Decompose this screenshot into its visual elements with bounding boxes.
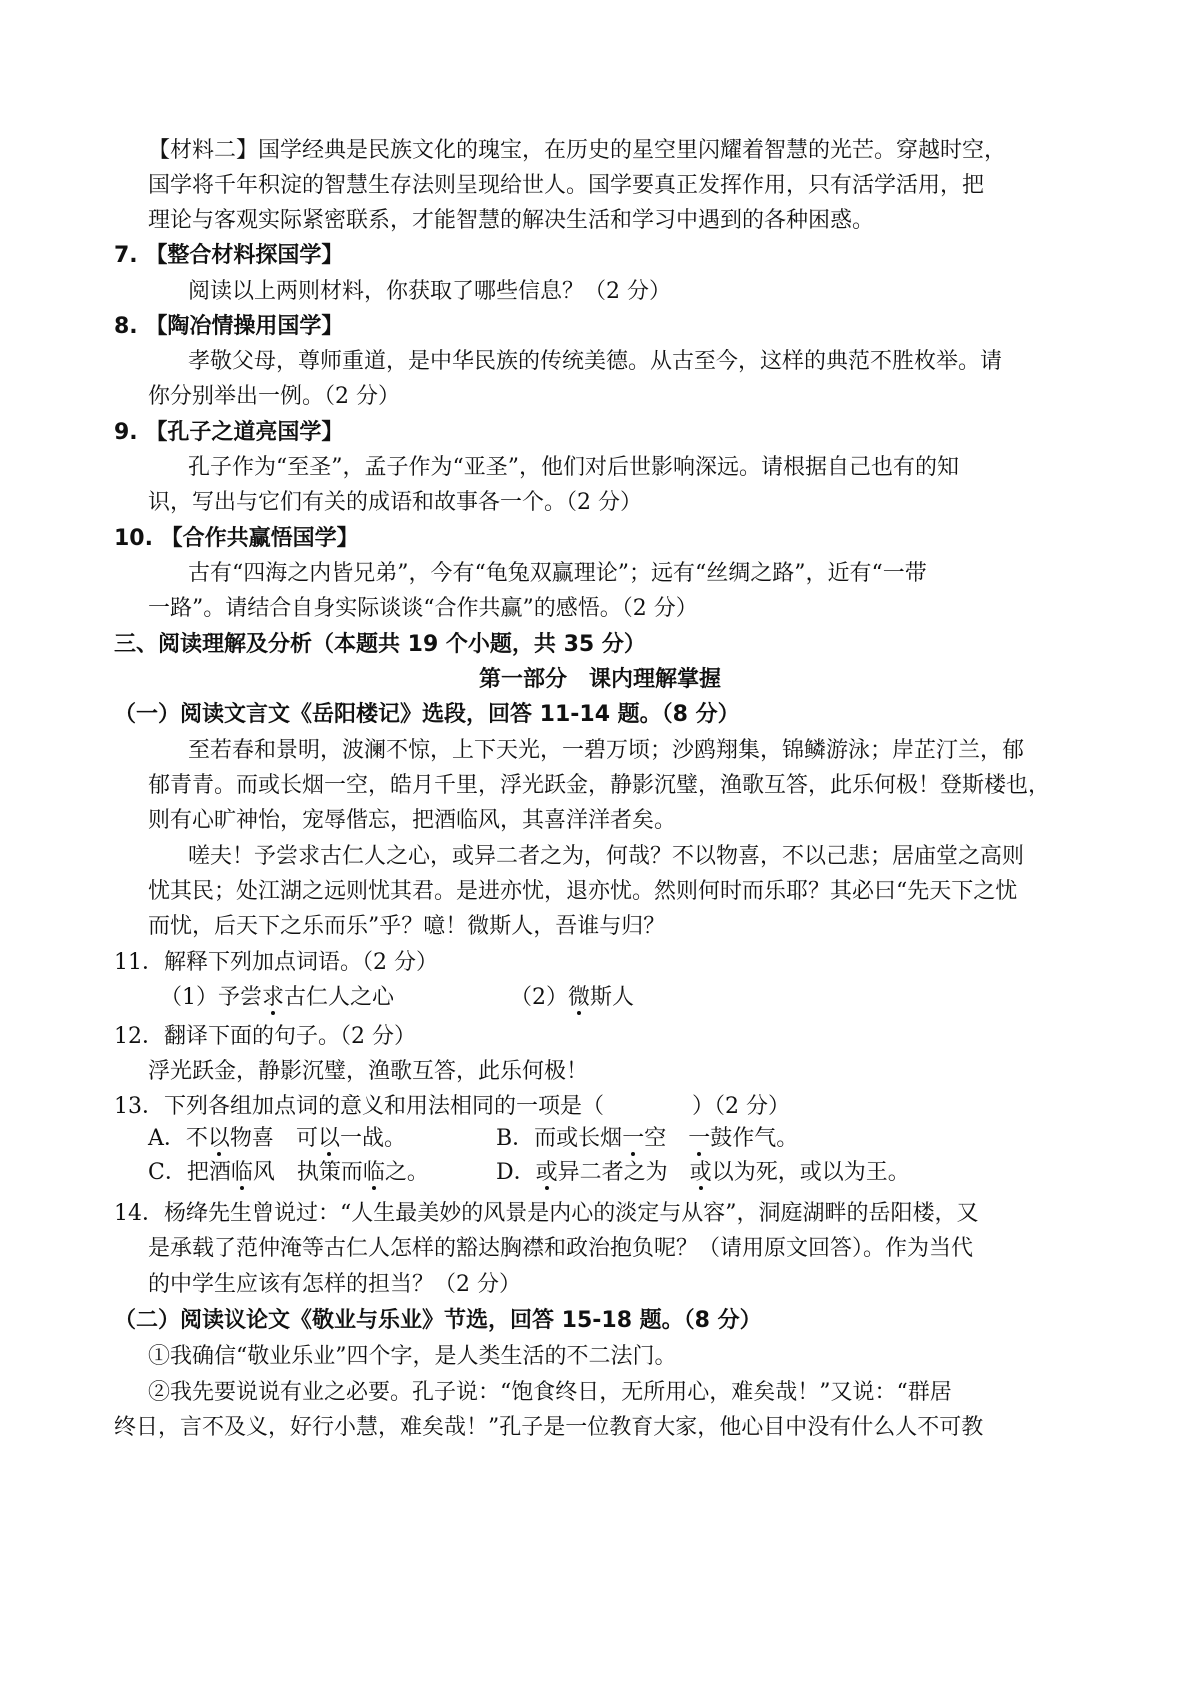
q14-line-3: 的中学生应该有怎样的担当？（2 分） — [148, 1272, 521, 1297]
passage1-heading: （一）阅读文言文《岳阳楼记》选段，回答 11-14 题。（8 分） — [114, 702, 740, 727]
q13-option-a-text: 可 — [295, 1126, 318, 1151]
passage1-p2-line-2: 忧其民；处江湖之远则忧其君。是进亦忧，退亦忧。然则何时而乐耶？其必曰“先天下之忧 — [148, 879, 1018, 904]
q11-item-2-post: 斯人 — [590, 985, 635, 1010]
passage2-p1: ①我确信“敬业乐业”四个字，是人类生活的不二法门。 — [148, 1344, 677, 1369]
q7-text-line-1: 阅读以上两则材料，你获取了哪些信息？（2 分） — [188, 279, 671, 304]
q11-item-1-pre: （1）予尝 — [160, 985, 262, 1010]
passage2-heading: （二）阅读议论文《敬业与乐业》节选，回答 15-18 题。（8 分） — [114, 1308, 762, 1333]
q13-option-c-label: C． — [148, 1160, 187, 1185]
passage1-p1-line-2: 郁青青。而或长烟一空，皓月千里，浮光跃金，静影沉璧，渔歌互答，此乐何极！登斯楼也， — [148, 773, 1051, 798]
q14-line-2: 是承载了范仲淹等古仁人怎样的豁达胸襟和政治抱负呢？（请用原文回答）。作为当代 — [148, 1236, 974, 1261]
q13-option-a-label: A． — [148, 1126, 186, 1151]
q13-option-b-label: B． — [496, 1126, 535, 1151]
q10-heading: 10. 【合作共赢悟国学】 — [114, 526, 359, 551]
q13-option-d-text: 以为死，或以为王。 — [711, 1160, 910, 1185]
q13-option-b-text: 而或长烟 — [534, 1126, 623, 1151]
q13-option-b-text: 鼓作气。 — [710, 1126, 799, 1151]
q13-option-a-dotted-word: 以 — [207, 1126, 230, 1151]
material2-line-1: 【材料二】国学经典是民族文化的瑰宝，在历史的星空里闪耀着智慧的光芒。穿越时空， — [148, 138, 1007, 163]
q13-option-c-text: 把酒 — [186, 1160, 231, 1185]
q12-stem: 12．翻译下面的句子。（2 分） — [114, 1024, 416, 1049]
q9-text-line-2: 识，写出与它们有关的成语和故事各一个。（2 分） — [148, 490, 642, 515]
q11-item-1 — [160, 983, 394, 1013]
part1-title: 第一部分 课内理解掌握 — [478, 667, 721, 692]
q10-text-line-1: 古有“四海之内皆兄弟”，今有“龟兔双赢理论”；远有“丝绸之路”，近有“一带 — [188, 561, 927, 586]
q13-option-a-dotted-word: 以 — [317, 1126, 340, 1151]
passage2-p2-line-2 — [114, 1413, 983, 1443]
q8-text-line-1: 孝敬父母，尊师重道，是中华民族的传统美德。从古至今，这样的典范不胜枚举。请 — [188, 349, 1003, 374]
q13-stem: 13．下列各组加点词的意义和用法相同的一项是（ ）（2 分） — [114, 1094, 790, 1119]
q11-item-2 — [510, 983, 634, 1013]
passage1-p2-line-3: 而忧，后天下之乐而乐”乎？噫！微斯人，吾谁与归？ — [148, 914, 666, 939]
passage1-p1-line-1: 至若春和景明，波澜不惊，上下天光，一碧万顷；沙鸥翔集，锦鳞游泳；岸芷汀兰，郁 — [188, 738, 1025, 763]
q11-item-2-dotted-word: 微 — [568, 985, 591, 1010]
q13-option-b-text: 空 — [644, 1126, 667, 1151]
passage2-p2-line-1: ②我先要说说有业之必要。孔子说：“饱食终日，无所用心，难矣哉！”又说：“群居 — [148, 1380, 952, 1405]
q13-option-b-dotted-word: 一 — [688, 1126, 711, 1151]
q13-option-d-dotted-word: 或 — [535, 1160, 558, 1185]
material2-line-3: 理论与客观实际紧密联系，才能智慧的解决生活和学习中遇到的各种困惑。 — [148, 208, 875, 233]
q13-option-a-text: 物喜 — [229, 1126, 274, 1151]
q8-heading: 8. 【陶冶情操用国学】 — [114, 314, 344, 339]
q13-option-c-text: 执策而 — [296, 1160, 363, 1185]
q13-option-c — [148, 1158, 429, 1188]
passage1-p2-line-1: 嗟夫！予尝求古仁人之心，或异二者之为，何哉？不以物喜，不以己悲；居庙堂之高则 — [188, 844, 1025, 869]
q9-text-line-1: 孔子作为“至圣”，孟子作为“亚圣”，他们对后世影响深远。请根据自己也有的知 — [188, 455, 959, 480]
passage2-p2-line-2-part-a: 终日，言不及义，好行小慧，难矣哉！”孔子是一位教育大家 — [114, 1415, 698, 1440]
q11-item-2-pre: （2） — [510, 985, 568, 1010]
q13-option-a-text: 一战。 — [339, 1126, 406, 1151]
q13-option-b-dotted-word: 一 — [622, 1126, 645, 1151]
q13-option-b — [496, 1124, 798, 1154]
q13-option-d-label: D． — [496, 1160, 536, 1185]
q14-line-1: 14．杨绛先生曾说过：“人生最美妙的风景是内心的淡定与从容”，洞庭湖畔的岳阳楼，又 — [114, 1201, 979, 1226]
q11-item-1-post: 古仁人之心 — [284, 985, 395, 1010]
q13-option-c-text: 之。 — [384, 1160, 429, 1185]
q8-text-line-2: 你分别举出一例。（2 分） — [148, 384, 400, 409]
q13-option-d — [496, 1158, 910, 1188]
q13-option-a — [148, 1124, 406, 1154]
q11-item-1-dotted-word: 求 — [262, 985, 285, 1010]
q13-option-d-text: 异二者之为 — [557, 1160, 668, 1185]
passage2-p2-line-2-part-b: ，他心目中没有什么人不可教 — [697, 1415, 984, 1440]
section3-heading: 三、阅读理解及分析（本题共 19 个小题，共 35 分） — [114, 632, 646, 657]
q13-option-c-text: 风 — [252, 1160, 275, 1185]
q13-option-d-dotted-word: 或 — [689, 1160, 712, 1185]
passage1-p1-line-3: 则有心旷神怡，宠辱偕忘，把酒临风，其喜洋洋者矣。 — [148, 808, 677, 833]
q9-heading: 9. 【孔子之道亮国学】 — [114, 420, 344, 445]
q12-sentence: 浮光跃金，静影沉璧，渔歌互答，此乐何极！ — [148, 1059, 589, 1084]
material2-line-2: 国学将千年积淀的智慧生存法则呈现给世人。国学要真正发挥作用，只有活学活用，把 — [148, 173, 985, 198]
q7-heading: 7. 【整合材料探国学】 — [114, 243, 344, 268]
q13-option-c-dotted-word: 临 — [230, 1160, 253, 1185]
q13-option-c-dotted-word: 临 — [362, 1160, 385, 1185]
q10-text-line-2: 一路”。请结合自身实际谈谈“合作共赢”的感悟。（2 分） — [148, 596, 698, 621]
q13-option-a-text: 不 — [185, 1126, 208, 1151]
q11-stem: 11．解释下列加点词语。（2 分） — [114, 950, 438, 975]
